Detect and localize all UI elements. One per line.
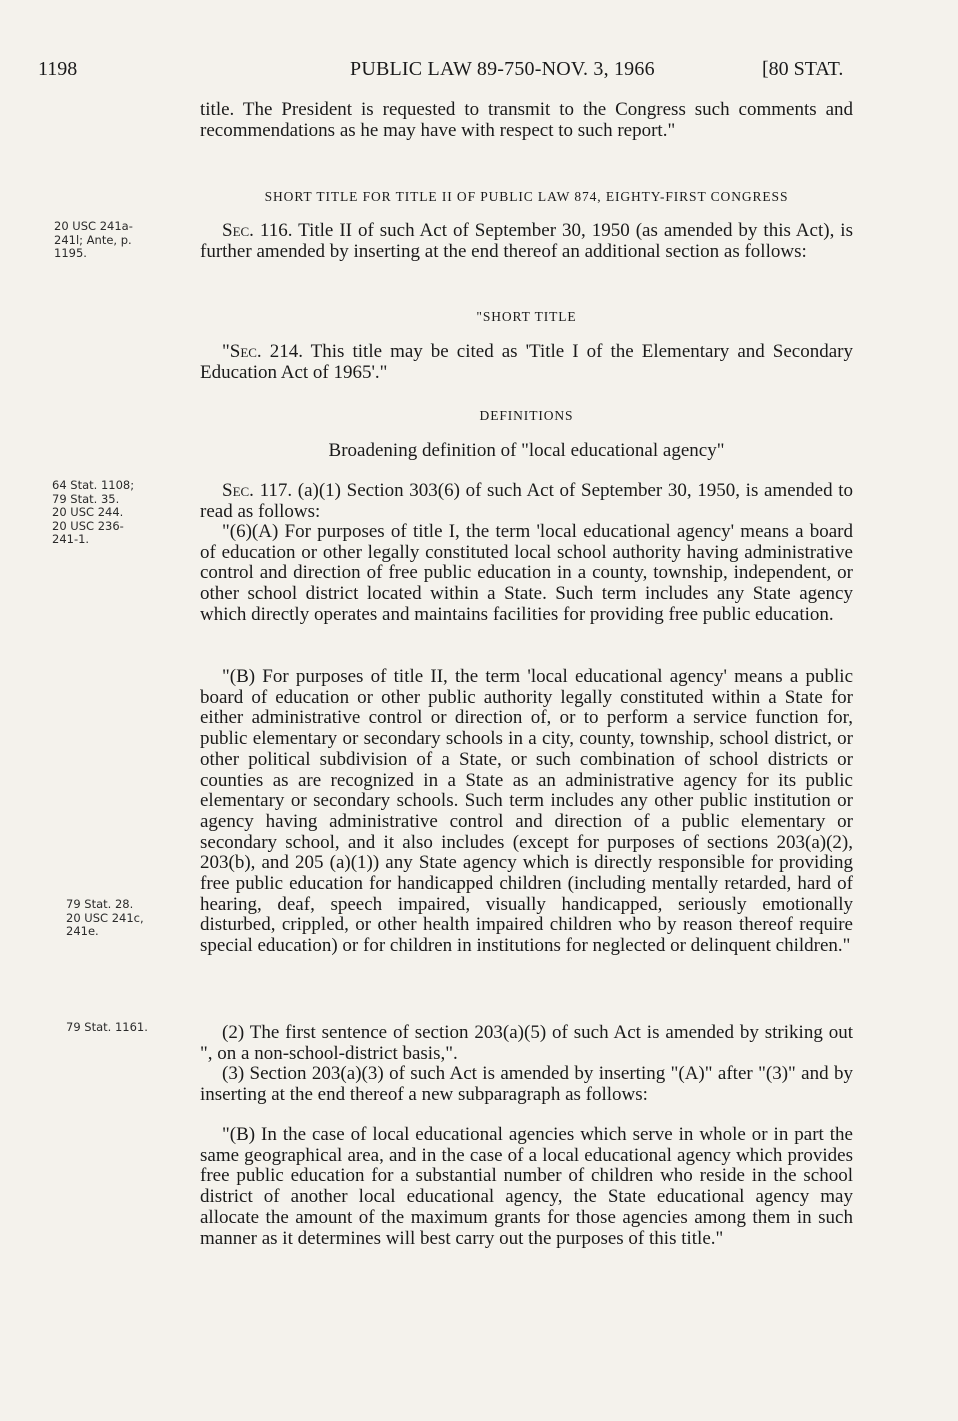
- paragraph-3: (3) Section 203(a)(3) of such Act is amended by inserting "(A)" after "(3)" and by inserting at the end thereof a new subparagraph as follows:: [200, 1063, 853, 1105]
- paragraph-6a: "(6)(A) For purposes of title I, the term 'local educational agency' means a board of education or other legally constituted local school authority having administrative control and direction of free public education in a county, township, independent, or other school district located within a State. Such term includes any State agency which directly operates and maintains facilities for providing free public education.: [200, 521, 853, 625]
- section-116: [200, 221, 853, 262]
- paragraph-b-title-ii: "(B) For purposes of title II, the term 'local educational agency' means a public board of education or other public authority legally constituted within a State for either administrative control or direction of, or to perform a service function for, public elementary or secondary schools in a city, county, township, school district, or other political subdivision of a State, or such combination of school districts or counties as are recognized in a State as an administrative agency for its public elementary or secondary schools. Such term includes any other public institution or agency having administrative control and direction of a public elementary or secondary school, and it also includes (except for purposes of sections 203(a)(2), 203(b), and 205 (a)(1)) any State agency which is directly responsible for providing free public education for handicapped children (including mentally retarded, hard of hearing, deaf, speech impaired, visually handicapped, seriously emotionally disturbed, crippled, or other health impaired children who by reason thereof require special education) or for children in institutions for neglected or delinquent children.": [200, 666, 853, 957]
- section-heading-short-title-ii: SHORT TITLE FOR TITLE II OF PUBLIC LAW 874, EIGHTY-FIRST CONGRESS: [264, 189, 789, 204]
- section-214-text: This title may be cited as 'Title I of the Elementary and Secondary Education Act of 1965'.": [200, 341, 853, 383]
- section-label: Sec. 117.: [222, 480, 293, 501]
- section-label: Sec. 116.: [222, 220, 293, 241]
- margin-note-citation: 79 Stat. 28. 20 USC 241c, 241e.: [66, 897, 144, 938]
- running-title: PUBLIC LAW 89-750-NOV. 3, 1966: [350, 58, 655, 80]
- margin-note-citation: 20 USC 241a- 241l; Ante, p. 1195.: [54, 219, 133, 260]
- heading-short-title: "SHORT TITLE: [476, 309, 577, 324]
- paragraph-report-continuation: title. The President is requested to transmit to the Congress such comments and recommendations as he may have with respect to such report.": [200, 99, 853, 141]
- margin-note-citation: 79 Stat. 1161.: [66, 1020, 148, 1034]
- paragraph-2: (2) The first sentence of section 203(a)(5) of such Act is amended by striking out ", on a non-school-district basis,".: [200, 1022, 853, 1064]
- section-117: [200, 481, 853, 522]
- page-number: 1198: [38, 58, 78, 80]
- heading-broadening-definition: Broadening definition of "local educational agency": [328, 440, 725, 461]
- section-214: [200, 342, 853, 383]
- volume-reference: [80 STAT.: [762, 58, 844, 80]
- section-117-text: (a)(1) Section 303(6) of such Act of September 30, 1950, is amended to read as follows:: [200, 480, 853, 522]
- margin-note-citation: 64 Stat. 1108; 79 Stat. 35. 20 USC 244. 20 USC 236- 241-1.: [52, 478, 135, 546]
- page-header: [0, 58, 958, 88]
- section-label: "Sec. 214.: [222, 341, 303, 362]
- heading-definitions: DEFINITIONS: [479, 408, 574, 423]
- section-116-text: Title II of such Act of September 30, 1950 (as amended by this Act), is further amended by inserting at the end thereof an additional section as follows:: [200, 220, 853, 262]
- paragraph-b-allocation: "(B) In the case of local educational agencies which serve in whole or in part the same geographical area, and in the case of a local educational agency which provides free public education for a substantial number of children who reside in the school district of another local educational agency, the State educational agency may allocate the amount of the maximum grants for those agencies among them in such manner as it determines will best carry out the purposes of this title.": [200, 1124, 853, 1249]
